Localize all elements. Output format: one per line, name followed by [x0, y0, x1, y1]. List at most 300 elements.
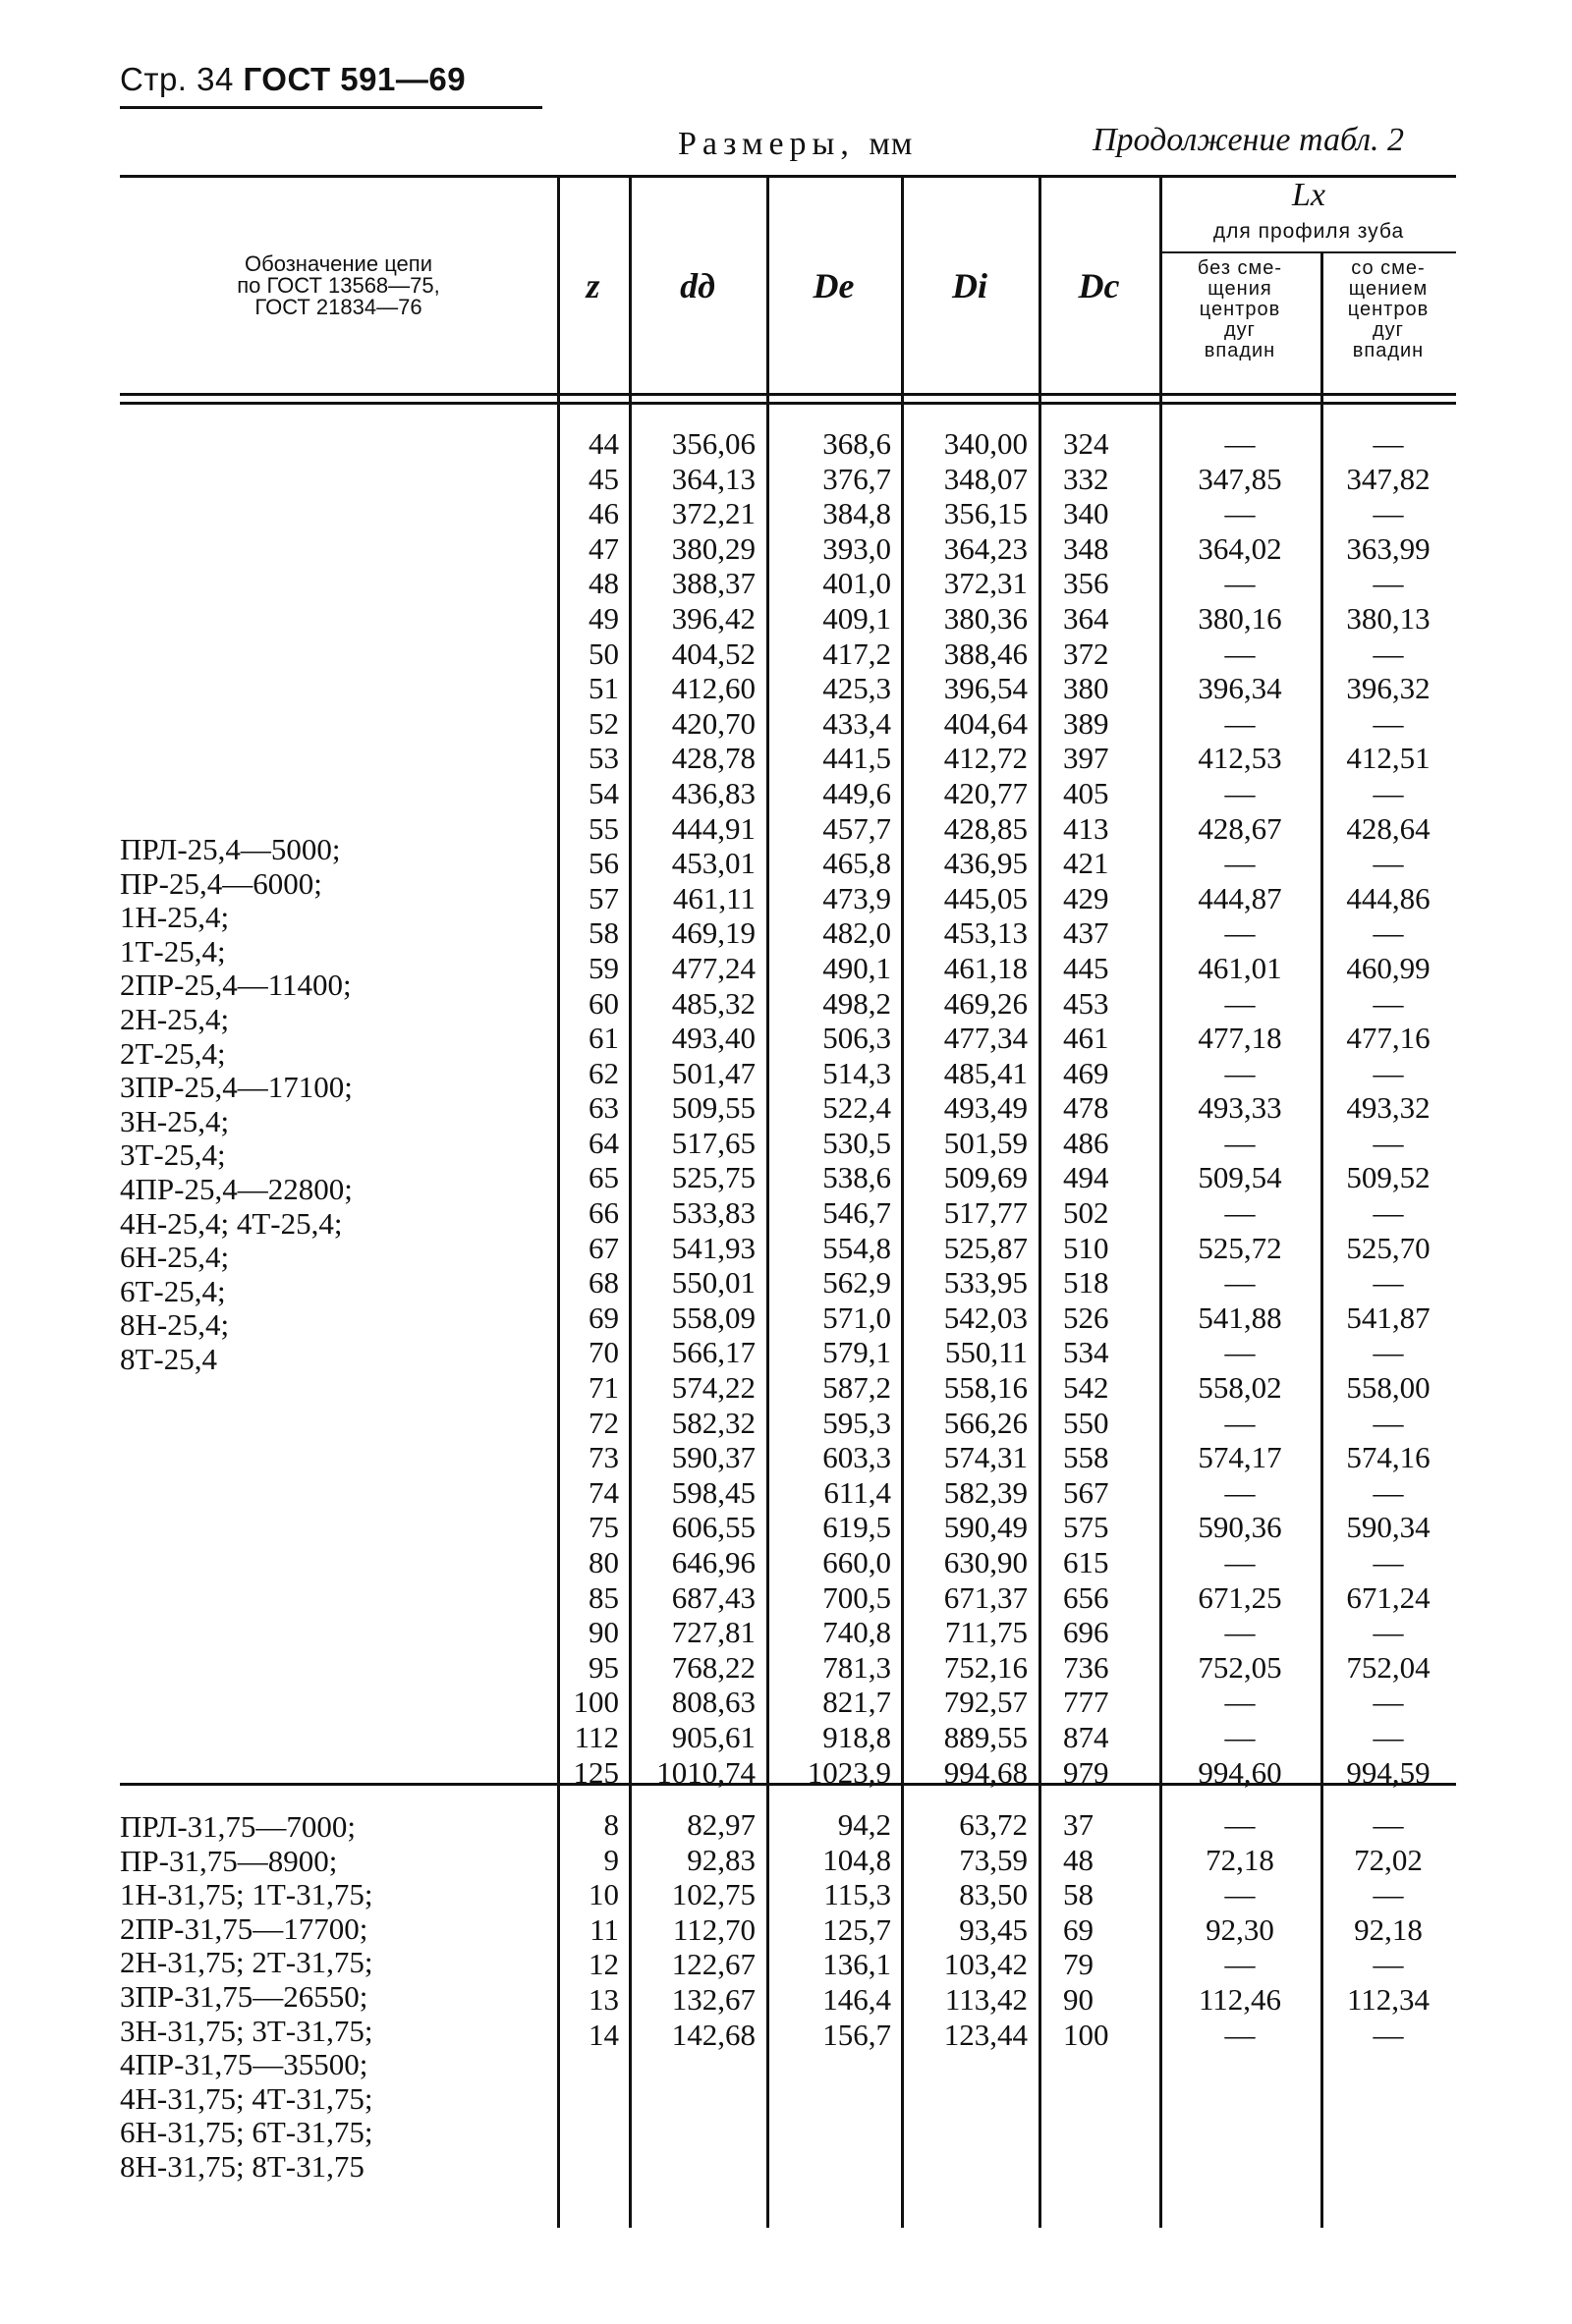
table-cell: 546,7 — [822, 1195, 891, 1231]
table-cell: 48 — [1063, 1842, 1094, 1877]
table-cell: 461 — [1063, 1021, 1109, 1056]
header-lx-no-shift-line: без сме- — [1197, 257, 1283, 279]
table-cell: 582,39 — [943, 1474, 1028, 1510]
table-cell: 509,52 — [1346, 1160, 1431, 1195]
table-cell: 485,41 — [943, 1055, 1028, 1090]
table-cell: 449,6 — [822, 775, 891, 810]
header-lx: Lx — [1292, 177, 1325, 213]
table-cell: 14 — [589, 2017, 619, 2052]
header-lx-no-shift-line: центров — [1199, 299, 1281, 320]
units-mm: мм — [869, 126, 914, 162]
table-cell: 65 — [589, 1160, 619, 1195]
header-de: De — [813, 266, 855, 305]
table-cell: 348 — [1063, 530, 1109, 566]
table-cell: 550,11 — [944, 1335, 1028, 1370]
table-cell: — — [1373, 2017, 1404, 2052]
table-cell: 396,42 — [671, 600, 756, 636]
table-cell: 72 — [589, 1405, 619, 1440]
table-cell: 324 — [1063, 426, 1109, 461]
table-cell: — — [1373, 1474, 1404, 1510]
chain-name-item: 4ПР-25,4—22800; — [120, 1171, 353, 1206]
table-cell: 428,67 — [1198, 810, 1282, 846]
table-cell: 364,23 — [943, 530, 1028, 566]
chain-name-item: 3Н-25,4; — [120, 1103, 230, 1138]
table-cell: 90 — [589, 1615, 619, 1650]
table-cell: 428,78 — [671, 741, 756, 776]
table-cell: 94,2 — [837, 1807, 891, 1842]
table-cell: 102,75 — [671, 1877, 756, 1912]
header-di: Di — [952, 266, 987, 305]
table-cell: 428,64 — [1346, 810, 1431, 846]
table-cell: 112,70 — [672, 1911, 756, 1947]
table-cell: — — [1373, 1405, 1404, 1440]
table-cell: 60 — [589, 985, 619, 1021]
table-cell: 646,96 — [671, 1545, 756, 1579]
table-cell: — — [1373, 1947, 1404, 1982]
table-cell: — — [1373, 1335, 1404, 1370]
table-cell: — — [1224, 1474, 1256, 1510]
table-cell: 396,54 — [943, 671, 1028, 706]
table-cell: 404,64 — [943, 705, 1028, 741]
table-cell: 541,93 — [671, 1230, 756, 1265]
table-cell: 55 — [589, 810, 619, 846]
header-dd: dд — [680, 266, 715, 305]
header-chain-designation — [120, 253, 557, 318]
table-cell: 364 — [1063, 600, 1109, 636]
chain-name-item: ПР-31,75—8900; — [120, 1843, 338, 1878]
table-cell: — — [1373, 1807, 1404, 1842]
table-cell: 1023,9 — [807, 1754, 891, 1790]
group2-z-column — [560, 1807, 619, 2052]
table-cell: 332 — [1063, 461, 1109, 496]
chain-name-item: ПР-25,4—6000; — [120, 865, 322, 901]
table-cell: 93,45 — [959, 1911, 1028, 1947]
table-cell: — — [1224, 1265, 1256, 1300]
head-bottom-rule-2 — [120, 402, 1456, 405]
table-cell: 11 — [590, 1911, 619, 1947]
lx-sub-rule — [1159, 251, 1456, 253]
table-cell: 384,8 — [822, 496, 891, 531]
standard-code: ГОСТ 591—69 — [243, 61, 467, 97]
table-cell: 727,81 — [671, 1615, 756, 1650]
table-cell: 444,86 — [1346, 880, 1431, 915]
table-cell: 493,40 — [671, 1021, 756, 1056]
table-cell: 380,29 — [671, 530, 756, 566]
table-cell: 567 — [1063, 1474, 1109, 1510]
table-cell: 615 — [1063, 1545, 1109, 1579]
table-cell: 918,8 — [822, 1719, 891, 1754]
table-cell: 123,44 — [943, 2017, 1028, 2052]
table-cell: 752,05 — [1198, 1649, 1282, 1685]
table-cell: 420,77 — [943, 775, 1028, 810]
chain-name-item: ПРЛ-31,75—7000; — [120, 1809, 357, 1844]
table-cell: 156,7 — [822, 2017, 891, 2052]
table-cell: 436,95 — [943, 846, 1028, 881]
table-cell: 92,18 — [1354, 1911, 1423, 1947]
table-cell: 44 — [589, 426, 619, 461]
table-cell: 541,88 — [1198, 1300, 1282, 1335]
table-cell: 412,51 — [1346, 741, 1431, 776]
table-cell: 533,83 — [671, 1195, 756, 1231]
table-cell: 453,01 — [671, 846, 756, 881]
table-cell: 490,1 — [822, 950, 891, 985]
table-cell: 461,11 — [672, 880, 756, 915]
table-cell: 611,4 — [823, 1474, 891, 1510]
group2-lx-no-shift-column — [1162, 1807, 1318, 2052]
table-cell: 122,67 — [671, 1947, 756, 1982]
table-cell: 534 — [1063, 1335, 1109, 1370]
table-cell: 558,16 — [943, 1370, 1028, 1406]
table-cell: 401,0 — [822, 566, 891, 601]
table-cell: 792,57 — [943, 1685, 1028, 1720]
header-lx-shift-line: впадин — [1352, 340, 1425, 361]
table-cell: 405 — [1063, 775, 1109, 810]
table-cell: 348,07 — [943, 461, 1028, 496]
table-cell: 420,70 — [671, 705, 756, 741]
table-cell: 477,34 — [943, 1021, 1028, 1056]
table-cell: 465,8 — [822, 846, 891, 881]
header-lx-no-shift-line: дуг — [1224, 319, 1256, 341]
table-cell: 493,32 — [1346, 1090, 1431, 1126]
table-cell: 380,16 — [1198, 600, 1282, 636]
table-cell: 526 — [1063, 1300, 1109, 1335]
table-cell: 112,46 — [1198, 1981, 1282, 2017]
table-cell: 590,34 — [1346, 1510, 1431, 1545]
table-cell: 603,3 — [822, 1440, 891, 1475]
table-cell: 73,59 — [959, 1842, 1028, 1877]
table-cell: 522,4 — [822, 1090, 891, 1126]
table-cell: 74 — [589, 1474, 619, 1510]
table-cell: 48 — [589, 566, 619, 601]
table-cell: 558,00 — [1346, 1370, 1431, 1406]
chain-name-item: 2Т-25,4; — [120, 1035, 226, 1071]
table-cell: 554,8 — [822, 1230, 891, 1265]
table-cell: 413 — [1063, 810, 1109, 846]
table-cell: 777 — [1063, 1685, 1109, 1720]
table-cell: 103,42 — [943, 1947, 1028, 1982]
table-cell: — — [1224, 1125, 1256, 1160]
table-cell: 112 — [574, 1719, 619, 1754]
table-cell: 8 — [603, 1807, 619, 1842]
group2-dd-column — [632, 1807, 756, 2052]
group2-dc-column — [1063, 1807, 1151, 2052]
table-cell: 417,2 — [822, 636, 891, 671]
table-cell: 671,25 — [1198, 1579, 1282, 1615]
table-cell: 444,87 — [1198, 880, 1282, 915]
table-cell: 412,53 — [1198, 741, 1282, 776]
table-cell: 46 — [589, 496, 619, 531]
header-lx-no-shift-line: впадин — [1204, 340, 1276, 361]
table-cell: 368,6 — [822, 426, 891, 461]
table-cell: 380,13 — [1346, 600, 1431, 636]
chain-name-item: 6Н-25,4; — [120, 1240, 230, 1275]
table-cell: 736 — [1063, 1649, 1109, 1685]
table-cell: 59 — [589, 950, 619, 985]
table-cell: 37 — [1063, 1807, 1094, 1842]
chain-name-item: 2ПР-31,75—17700; — [120, 1910, 368, 1946]
table-cell: 501,47 — [671, 1055, 756, 1090]
table-cell: 514,3 — [822, 1055, 891, 1090]
header-dc: Dc — [1078, 266, 1120, 305]
table-cell: 66 — [589, 1195, 619, 1231]
table-cell: 49 — [589, 600, 619, 636]
table-cell: — — [1373, 846, 1404, 881]
table-cell: 566,17 — [671, 1335, 756, 1370]
table-cell: 397 — [1063, 741, 1109, 776]
table-cell: 574,17 — [1198, 1440, 1282, 1475]
table-cell: 80 — [589, 1545, 619, 1579]
chain-name-item: 3ПР-31,75—26550; — [120, 1978, 368, 2014]
table-cell: 994,59 — [1346, 1754, 1431, 1790]
table-cell: — — [1224, 566, 1256, 601]
table-cell: 347,82 — [1346, 461, 1431, 496]
table-cell: 58 — [589, 915, 619, 951]
table-cell: 70 — [589, 1335, 619, 1370]
table-cell: 768,22 — [671, 1649, 756, 1685]
table-cell: — — [1224, 636, 1256, 671]
chain-name-item: 8Н-31,75; 8Т-31,75 — [120, 2148, 365, 2184]
chain-name-item: 6Н-31,75; 6Т-31,75; — [120, 2115, 373, 2150]
table-cell: 542 — [1063, 1370, 1109, 1406]
table-cell: 356,06 — [671, 426, 756, 461]
table-cell: 95 — [589, 1649, 619, 1685]
table-cell: 477,24 — [671, 950, 756, 985]
table-cell: 469,26 — [943, 985, 1028, 1021]
table-cell: 404,52 — [671, 636, 756, 671]
table-cell: 10 — [589, 1877, 619, 1912]
table-cell: 53 — [589, 741, 619, 776]
table-cell: 700,5 — [822, 1579, 891, 1615]
table-cell: 115,3 — [823, 1877, 891, 1912]
table-cell: — — [1373, 1685, 1404, 1720]
table-cell: 752,04 — [1346, 1649, 1431, 1685]
table-cell: 445,05 — [943, 880, 1028, 915]
chain-name-item: 1Н-25,4; — [120, 900, 230, 935]
table-cell: 562,9 — [822, 1265, 891, 1300]
chain-name-item: 4ПР-31,75—35500; — [120, 2047, 368, 2082]
table-cell: 477,16 — [1346, 1021, 1431, 1056]
table-cell: 75 — [589, 1510, 619, 1545]
table-cell: — — [1224, 1195, 1256, 1231]
table-cell: 889,55 — [943, 1719, 1028, 1754]
table-cell: 72,02 — [1354, 1842, 1423, 1877]
table-cell: — — [1373, 1545, 1404, 1579]
table-cell: 64 — [589, 1125, 619, 1160]
table-cell: 587,2 — [822, 1370, 891, 1406]
table-cell: 542,03 — [943, 1300, 1028, 1335]
table-cell: 363,99 — [1346, 530, 1431, 566]
table-cell: — — [1224, 1055, 1256, 1090]
table-cell: 469,19 — [671, 915, 756, 951]
table-cell: 68 — [589, 1265, 619, 1300]
table-cell: 538,6 — [822, 1160, 891, 1195]
table-cell: 630,90 — [943, 1545, 1028, 1579]
table-cell: — — [1373, 1615, 1404, 1650]
table-cell: 671,24 — [1346, 1579, 1431, 1615]
table-cell: 100 — [1063, 2017, 1109, 2052]
table-cell: — — [1224, 1545, 1256, 1579]
chain-name-item: 6Т-25,4; — [120, 1273, 226, 1308]
table-cell: 444,91 — [671, 810, 756, 846]
table-cell: — — [1224, 1615, 1256, 1650]
table-cell: 356 — [1063, 566, 1109, 601]
table-cell: 453 — [1063, 985, 1109, 1021]
table-cell: 100 — [573, 1685, 619, 1720]
table-cell: 372 — [1063, 636, 1109, 671]
table-cell: — — [1224, 1807, 1256, 1842]
table-cell: 478 — [1063, 1090, 1109, 1126]
table-cell: 372,31 — [943, 566, 1028, 601]
page-number: Стр. 34 — [120, 61, 234, 97]
header-lx-shift-line: центров — [1347, 299, 1430, 320]
group2-di-column — [904, 1807, 1028, 2052]
table-cell: 69 — [1063, 1911, 1094, 1947]
table-cell: — — [1373, 1719, 1404, 1754]
table-cell: 518 — [1063, 1265, 1109, 1300]
table-cell: 510 — [1063, 1230, 1109, 1265]
table-cell: 671,37 — [943, 1579, 1028, 1615]
group1-di-column — [904, 426, 1028, 1790]
table-cell: 90 — [1063, 1981, 1094, 2017]
table-cell: 533,95 — [943, 1265, 1028, 1300]
page-number-standard — [120, 61, 466, 98]
chain-name-item: 2Н-31,75; 2Т-31,75; — [120, 1945, 373, 1980]
table-cell: 477,18 — [1198, 1021, 1282, 1056]
table-cell: 437 — [1063, 915, 1109, 951]
table-cell: 711,75 — [944, 1615, 1028, 1650]
header-name-line: по ГОСТ 13568—75, — [237, 273, 440, 298]
group1-lx-no-shift-column — [1162, 426, 1318, 1790]
table-cell: 72,18 — [1206, 1842, 1274, 1877]
table-cell: 63 — [589, 1090, 619, 1126]
header-lx-shift-line: щением — [1348, 278, 1429, 300]
table-cell: — — [1224, 915, 1256, 951]
table-cell: — — [1373, 566, 1404, 601]
table-cell: 56 — [589, 846, 619, 881]
table-cell: 445 — [1063, 950, 1109, 985]
table-cell: 69 — [589, 1300, 619, 1335]
header-lx-shift-line: дуг — [1373, 319, 1404, 341]
table-cell: 71 — [589, 1370, 619, 1406]
units-caption — [678, 126, 913, 163]
chain-name-item: 2ПР-25,4—11400; — [120, 968, 352, 1003]
table-cell: 473,9 — [822, 880, 891, 915]
table-cell: 905,61 — [671, 1719, 756, 1754]
table-cell: 619,5 — [822, 1510, 891, 1545]
table-cell: 12 — [589, 1947, 619, 1982]
group1-dd-column — [632, 426, 756, 1790]
table-cell: 525,72 — [1198, 1230, 1282, 1265]
table-cell: 388,46 — [943, 636, 1028, 671]
table-cell: 9 — [603, 1842, 619, 1877]
table-cell: — — [1224, 1685, 1256, 1720]
dimensions-table — [120, 175, 1456, 2228]
table-cell: 13 — [589, 1981, 619, 2017]
table-cell: 58 — [1063, 1877, 1094, 1912]
table-cell: 571,0 — [822, 1300, 891, 1335]
table-cell: 112,34 — [1346, 1981, 1431, 2017]
header-name-line: Обозначение цепи — [245, 251, 432, 276]
table-cell: 558,02 — [1198, 1370, 1282, 1406]
table-cell: 356,15 — [943, 496, 1028, 531]
table-cell: 428,85 — [943, 810, 1028, 846]
table-cell: 696 — [1063, 1615, 1109, 1650]
table-cell: — — [1224, 775, 1256, 810]
table-cell: 590,49 — [943, 1510, 1028, 1545]
table-cell: 506,3 — [822, 1021, 891, 1056]
table-cell: 1010,74 — [656, 1754, 756, 1790]
table-cell: — — [1373, 1877, 1404, 1912]
table-cell: 541,87 — [1346, 1300, 1431, 1335]
table-cell: 509,55 — [671, 1090, 756, 1126]
table-cell: 457,7 — [822, 810, 891, 846]
table-cell: — — [1224, 705, 1256, 741]
table-cell: 461,01 — [1198, 950, 1282, 985]
table-cell: — — [1224, 1877, 1256, 1912]
table-cell: 347,85 — [1198, 461, 1282, 496]
table-cell: 340,00 — [943, 426, 1028, 461]
table-cell: 51 — [589, 671, 619, 706]
table-cell: — — [1373, 915, 1404, 951]
table-cell: 574,16 — [1346, 1440, 1431, 1475]
table-cell: — — [1224, 985, 1256, 1021]
table-cell: 136,1 — [822, 1947, 891, 1982]
table-cell: 92,83 — [687, 1842, 756, 1877]
header-lx-subtitle: для профиля зуба — [1212, 220, 1405, 243]
group1-z-column — [560, 426, 619, 1790]
table-cell: 566,26 — [943, 1405, 1028, 1440]
table-cell: 550 — [1063, 1405, 1109, 1440]
table-cell: 393,0 — [822, 530, 891, 566]
table-cell: 517,65 — [671, 1125, 756, 1160]
table-cell: — — [1373, 426, 1404, 461]
table-cell: 104,8 — [822, 1842, 891, 1877]
table-cell: 83,50 — [959, 1877, 1028, 1912]
table-cell: — — [1224, 426, 1256, 461]
table-cell: 425,3 — [822, 671, 891, 706]
header-lx-no-shift-line: щения — [1207, 278, 1272, 300]
table-cell: 660,0 — [822, 1545, 891, 1579]
table-cell: 574,31 — [943, 1440, 1028, 1475]
table-cell: 808,63 — [671, 1685, 756, 1720]
table-cell: — — [1224, 1719, 1256, 1754]
table-cell: 740,8 — [822, 1615, 891, 1650]
table-cell: 453,13 — [943, 915, 1028, 951]
table-cell: 874 — [1063, 1719, 1109, 1754]
table-cell: 590,36 — [1198, 1510, 1282, 1545]
table-cell: 429 — [1063, 880, 1109, 915]
chain-name-item: 8Т-25,4 — [120, 1341, 218, 1376]
table-cell: 574,22 — [671, 1370, 756, 1406]
table-cell: 502 — [1063, 1195, 1109, 1231]
header-z: z — [586, 266, 600, 305]
table-cell: — — [1224, 2017, 1256, 2052]
table-cell: — — [1373, 775, 1404, 810]
table-cell: 125 — [573, 1754, 619, 1790]
group2-chain-names — [120, 1810, 552, 2185]
table-cell: 62 — [589, 1055, 619, 1090]
table-cell: 461,18 — [943, 950, 1028, 985]
table-cell: 409,1 — [822, 600, 891, 636]
table-cell: 132,67 — [671, 1981, 756, 2017]
table-cell: 82,97 — [687, 1807, 756, 1842]
table-cell: — — [1373, 985, 1404, 1021]
table-cell: 579,1 — [822, 1335, 891, 1370]
table-cell: 509,54 — [1198, 1160, 1282, 1195]
table-cell: 509,69 — [943, 1160, 1028, 1195]
table-cell: 525,70 — [1346, 1230, 1431, 1265]
table-cell: 550,01 — [671, 1265, 756, 1300]
